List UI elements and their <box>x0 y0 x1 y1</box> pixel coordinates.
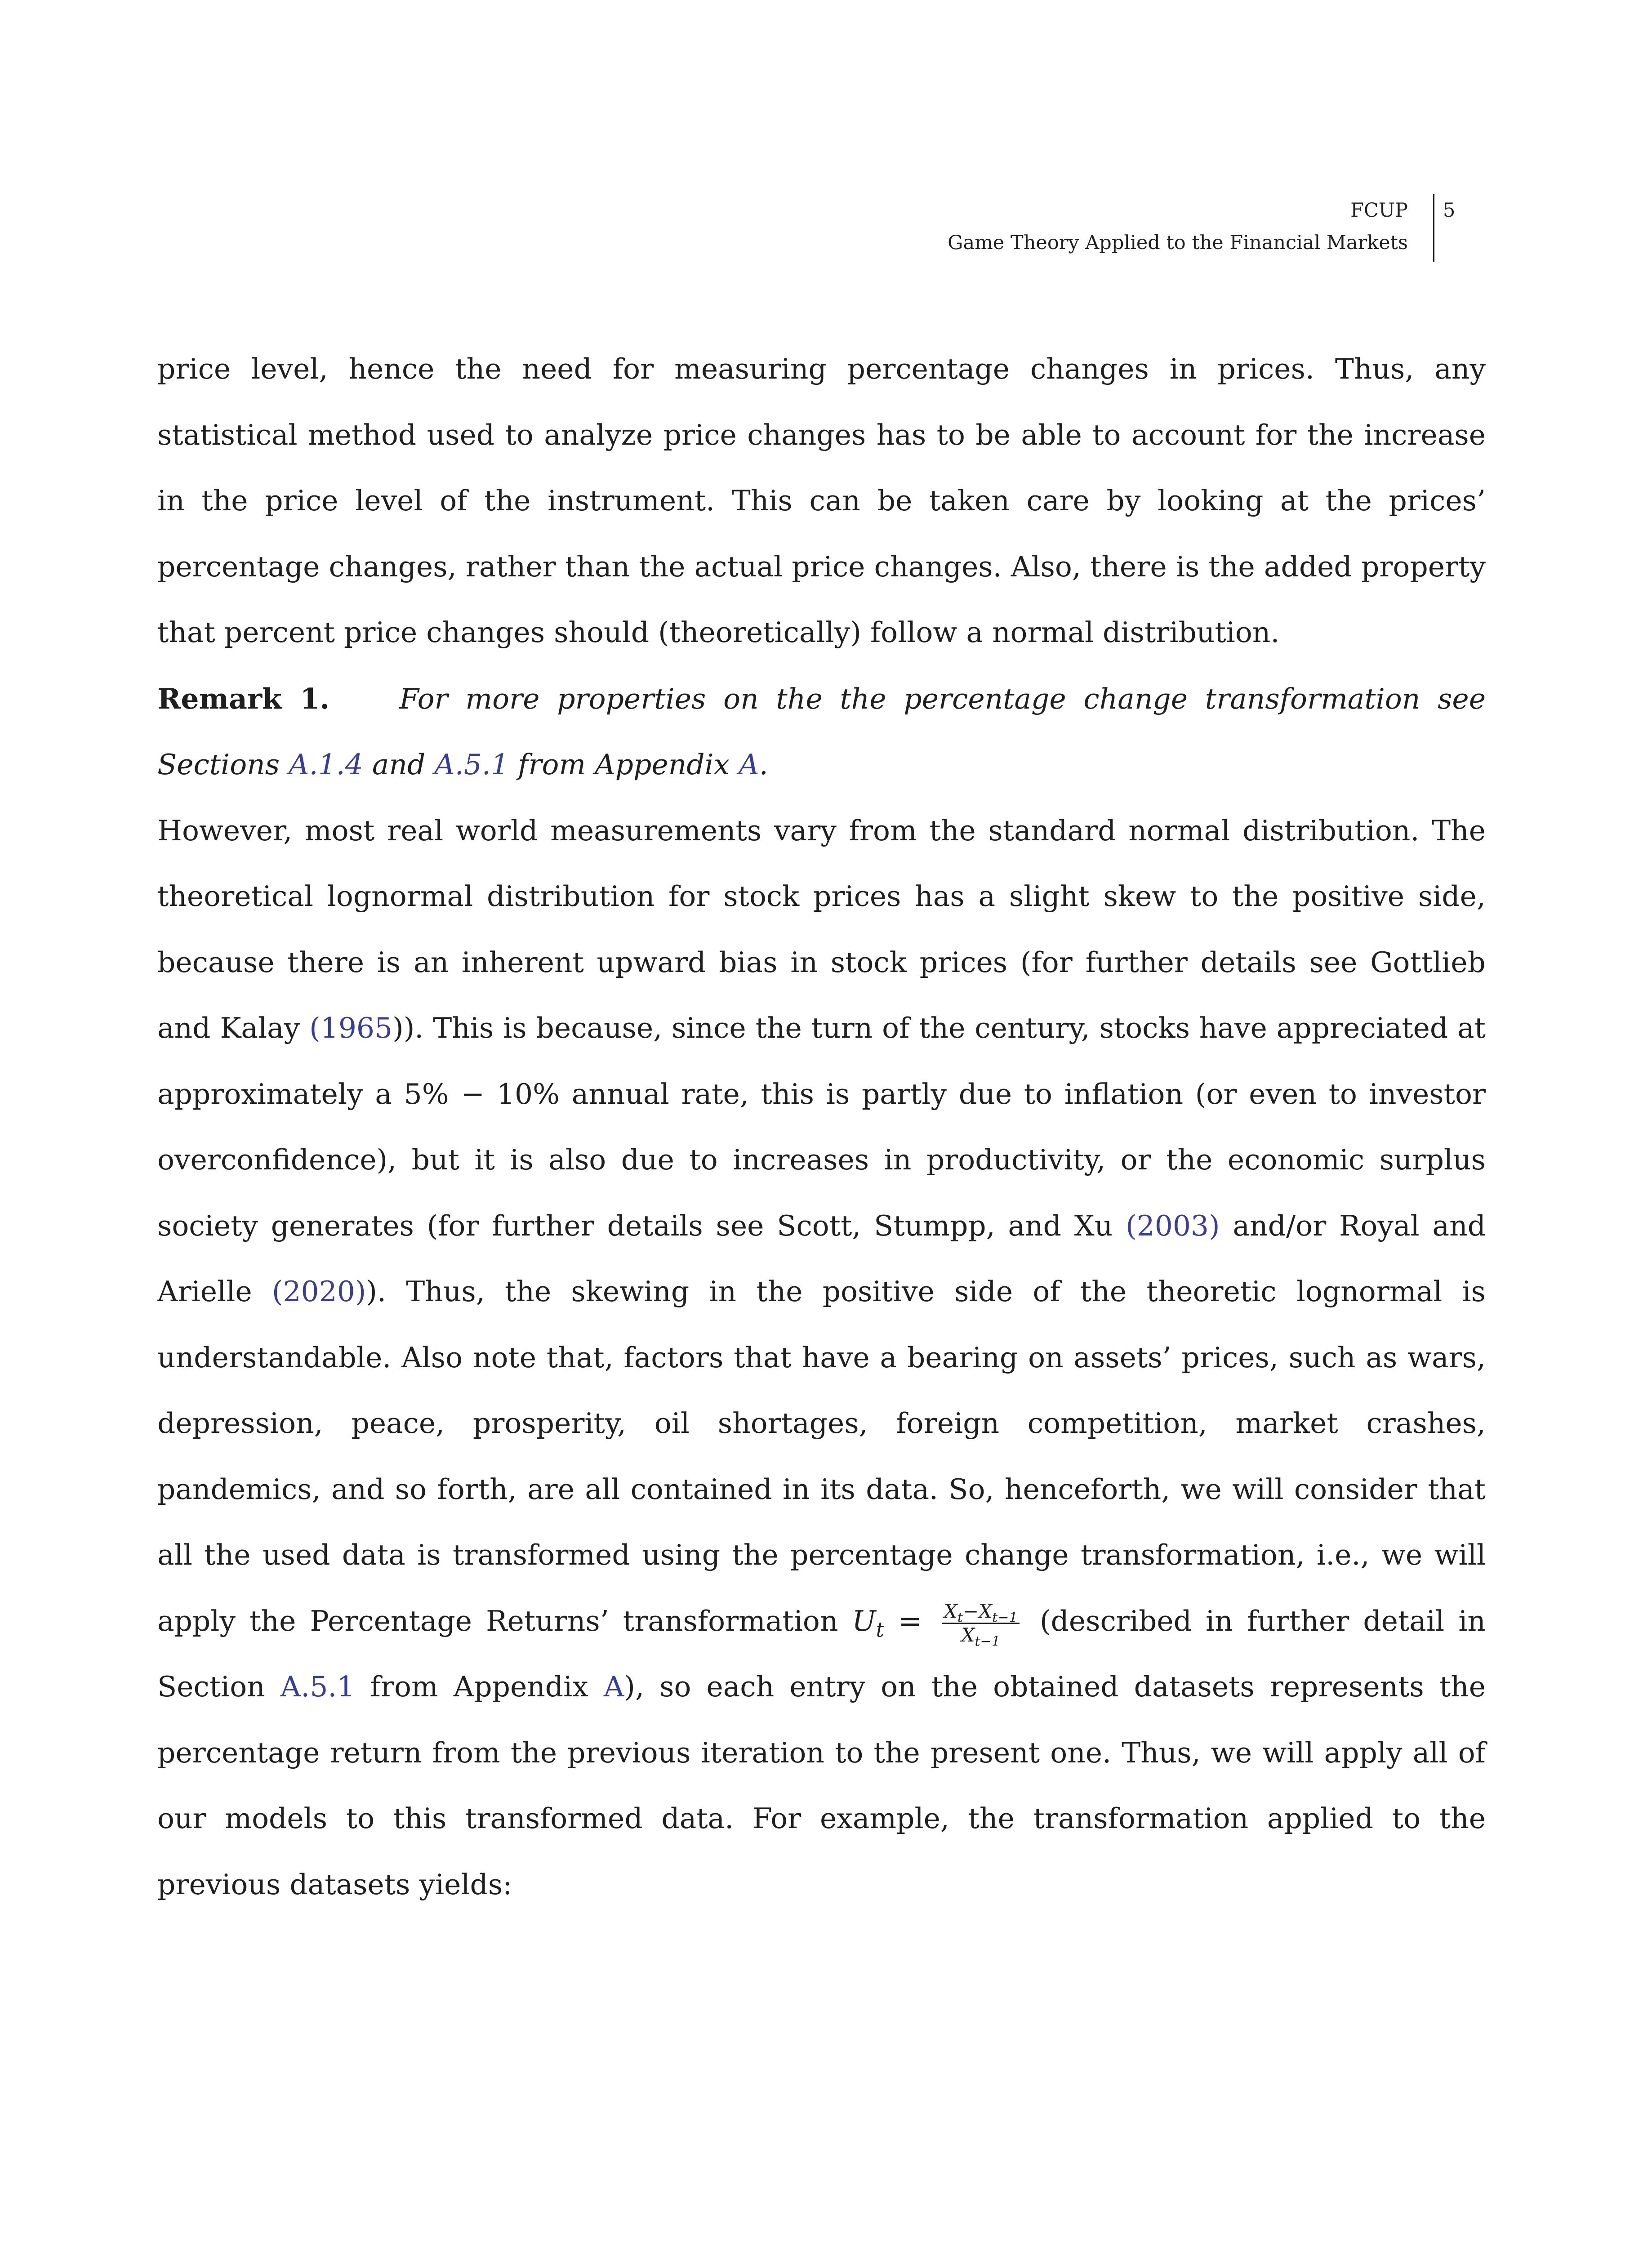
para2-part1: However, most real world measurements vary from the standard normal distribution. The theoretical lognormal distribution for stock prices has a slight skew to the positive side, because there is an inherent upward bias in stock prices (for further details see Gottlieb and Kalay <box>157 814 1486 1044</box>
remark-label: Remark 1. <box>157 682 330 715</box>
para2-part5: (described in further detail in Section <box>157 1604 1486 1703</box>
citation-close: )). <box>392 1012 424 1044</box>
header-divider <box>1433 194 1434 262</box>
num-x-sub: t <box>957 1609 963 1625</box>
page-number: 5 <box>1443 199 1456 222</box>
formula-lhs: U <box>852 1604 876 1637</box>
den-x-sub: t−1 <box>975 1633 1001 1649</box>
remark-and: and <box>372 748 426 781</box>
header-left <box>948 194 1408 259</box>
para2-part2: This is because, since the turn of the century, stocks have appreciated at approximately a 5% − 10% annual rate, this is partly due to inflation (or even to investor overconfidence), but it is also due to increases in productivity, or the economic surplus society generates (for further details see Scott, Stumpp, and Xu <box>157 1012 1486 1242</box>
citation-2020[interactable]: (2020) <box>272 1275 366 1308</box>
para2-part7: ), so each entry on the obtained datasets represents the percentage return from the previous iteration to the present one. Thus, we will apply all of our models to this transformed data. For example, the transformation applied to the previous datasets yields: <box>157 1670 1486 1901</box>
header-institution: FCUP <box>1350 199 1408 222</box>
formula-eq: = <box>884 1604 936 1637</box>
remark-from: from Appendix <box>518 748 730 781</box>
link-section-a51[interactable]: A.5.1 <box>434 748 509 781</box>
remark-1 <box>157 666 1486 798</box>
remark-text: For more properties on the the percentage change transformation see Sections <box>157 682 1486 781</box>
citation-1965[interactable]: 1965 <box>320 1012 393 1044</box>
paragraph-price-level: price level, hence the need for measuring percentage changes in prices. Thus, any statistical method used to analyze price changes has to be able to account for the increase in the price level of the instrument. This can be taken care by looking at the prices’ percentage changes, rather than the actual price changes. Also, there is the added property that percent price changes should (theoretically) follow a normal distribution. <box>157 352 1486 649</box>
citation-open: ( <box>309 1012 321 1044</box>
num-x: X <box>944 1600 957 1622</box>
header-title: Game Theory Applied to the Financial Markets <box>948 232 1408 254</box>
para2-part3: and/or Royal and Arielle <box>157 1209 1486 1308</box>
fraction-numerator <box>942 1601 1020 1624</box>
formula-fraction <box>942 1600 1020 1649</box>
running-header <box>854 194 1497 262</box>
link-section-a14[interactable]: A.1.4 <box>289 748 363 781</box>
link-section-a51-body[interactable]: A.5.1 <box>280 1670 355 1703</box>
link-appendix-a-body[interactable]: A <box>603 1670 624 1703</box>
para2-part6: from Appendix <box>370 1670 588 1703</box>
para2-part4: ). Thus, the skewing in the positive side of the theoretic lognormal is understandable. Also note that, factors that have a bearing on assets’ prices, such as wars, depression, peace, prosperity, oil shortages, foreign competition, market crashes, pandemics, and so forth, are all contained in its data. So, henceforth, we will consider that all the used data is transformed using the percentage change transformation, i.e., we will apply the Percentage Returns’ transformation <box>157 1275 1486 1637</box>
num-x2: X <box>979 1600 993 1622</box>
link-appendix-a[interactable]: A <box>739 748 759 781</box>
paragraph-lognormal <box>157 798 1486 1918</box>
num-minus: − <box>962 1600 979 1622</box>
fraction-denominator <box>942 1624 1020 1649</box>
formula-ut <box>852 1600 1026 1649</box>
citation-2003[interactable]: (2003) <box>1126 1209 1220 1242</box>
formula-lhs-sub: t <box>876 1618 884 1642</box>
body-text <box>157 336 1486 1918</box>
remark-body <box>157 682 1486 781</box>
num-x2-sub: t−1 <box>992 1609 1018 1625</box>
remark-end: . <box>759 748 768 781</box>
den-x: X <box>961 1624 975 1646</box>
